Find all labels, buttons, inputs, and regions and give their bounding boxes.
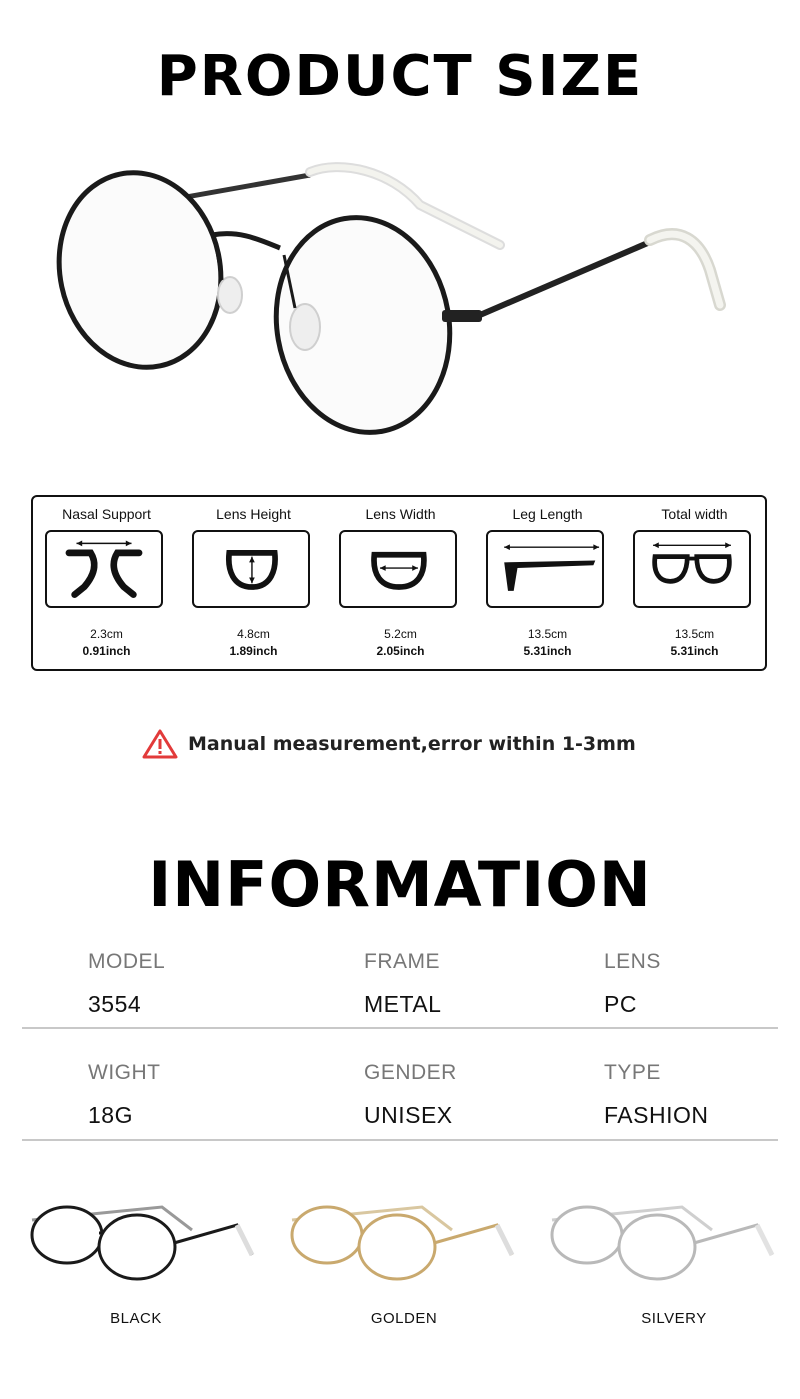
warning-triangle-icon bbox=[142, 729, 178, 759]
variant-label-silvery: SILVERY bbox=[641, 1310, 707, 1327]
measurement-cm: 13.5cm bbox=[527, 627, 568, 641]
info-label-type: TYPE bbox=[604, 1061, 661, 1084]
measurement-warning bbox=[142, 728, 636, 760]
nose-bridge-icon bbox=[45, 530, 163, 608]
info-value-model: 3554 bbox=[88, 991, 142, 1017]
info-label-frame: FRAME bbox=[364, 950, 440, 973]
measurement-label: Total width bbox=[661, 506, 728, 522]
measurement-cm: 5.2cm bbox=[384, 627, 417, 641]
variant-label-golden: GOLDEN bbox=[370, 1310, 438, 1327]
golden-glasses-image bbox=[282, 1195, 522, 1295]
info-value-gender: UNISEX bbox=[364, 1102, 453, 1128]
measurement-inch: 0.91inch bbox=[82, 644, 131, 658]
info-label-gender: GENDER bbox=[364, 1061, 457, 1084]
info-divider bbox=[22, 1027, 778, 1029]
info-label-model: MODEL bbox=[88, 950, 166, 973]
measurement-label: Nasal Support bbox=[62, 506, 151, 522]
measurement-label: Leg Length bbox=[512, 506, 583, 522]
measurement-inch: 5.31inch bbox=[523, 644, 572, 658]
info-value-frame: METAL bbox=[364, 991, 442, 1017]
info-divider bbox=[22, 1139, 778, 1141]
measurement-cm: 4.8cm bbox=[237, 627, 270, 641]
info-value-lens: PC bbox=[604, 991, 637, 1017]
measurement-cm: 2.3cm bbox=[90, 627, 123, 641]
measurement-inch: 2.05inch bbox=[376, 644, 425, 658]
product-size-title: PRODUCT SIZE bbox=[156, 44, 644, 109]
measurement-label: Lens Height bbox=[216, 506, 291, 522]
measurement-leg-length bbox=[474, 497, 621, 673]
measurement-nasal-support bbox=[33, 497, 180, 673]
measurement-panel bbox=[31, 495, 767, 671]
lens-width-icon bbox=[339, 530, 457, 608]
measurement-inch: 1.89inch bbox=[229, 644, 278, 658]
measurement-lens-height bbox=[180, 497, 327, 673]
info-label-lens: LENS bbox=[604, 950, 661, 973]
measurement-lens-width bbox=[327, 497, 474, 673]
measurement-inch: 5.31inch bbox=[670, 644, 719, 658]
info-label-weight: WIGHT bbox=[88, 1061, 161, 1084]
glasses-hero-image bbox=[40, 130, 760, 480]
lens-height-icon bbox=[192, 530, 310, 608]
measurement-label: Lens Width bbox=[365, 506, 436, 522]
variant-label-black: BLACK bbox=[110, 1310, 162, 1327]
glasses-width-icon bbox=[633, 530, 751, 608]
warning-text: Manual measurement,error within 1-3mm bbox=[188, 733, 636, 755]
silvery-glasses-image bbox=[542, 1195, 782, 1295]
measurement-total-width bbox=[621, 497, 768, 673]
info-value-weight: 18G bbox=[88, 1102, 133, 1128]
black-glasses-image bbox=[22, 1195, 262, 1295]
information-title: INFORMATION bbox=[148, 848, 652, 921]
temple-length-icon bbox=[486, 530, 604, 608]
info-value-type: FASHION bbox=[604, 1102, 709, 1128]
measurement-cm: 13.5cm bbox=[674, 627, 715, 641]
